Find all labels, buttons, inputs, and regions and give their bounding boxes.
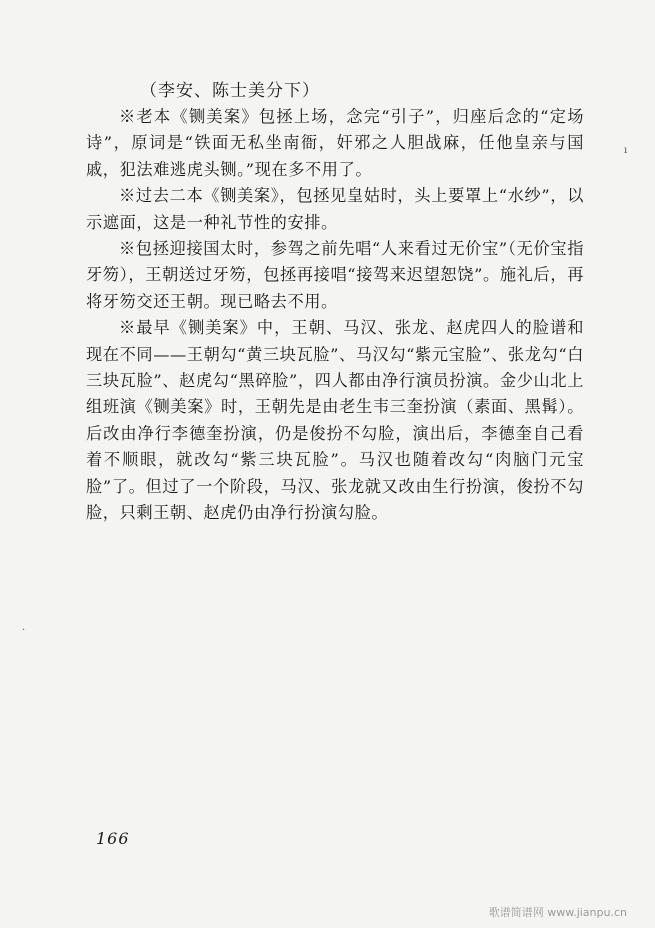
paragraph-opening-poem: ※老本《铡美案》包拯上场，念完“引子”，归座后念的“定场诗”，原词是“铁面无私坐南衙，奸邪之人胆战麻，任他皇亲与国戚，犯法难逃虎头铡。”现在多不用了。 <box>86 107 584 179</box>
margin-speck: ı <box>624 145 628 156</box>
stage-direction: （李安、陈士美分下） <box>140 81 320 101</box>
watermark: 歌谱简谱网 www.jianpu.cn <box>488 906 627 919</box>
body-text <box>86 104 584 527</box>
page-number: 166 <box>96 829 130 848</box>
paragraph-face-paint: ※最早《铡美案》中，王朝、马汉、张龙、赵虎四人的脸谱和现在不同——王朝勾“黄三块瓦脸”、马汉勾“紫元宝脸”、张龙勾“白三块瓦脸”、赵虎勾“黑碎脸”，四人都由净行演员扮演。金少山北上组班演《铡美案》时，王朝先是由老生韦三奎扮演（素面、黑髯）。后改由净行李德奎扮演，仍是俊扮不勾脸，演出后，李德奎自己看着不顺眼，就改勾“紫三块瓦脸”。马汉也随着改勾“肉脑门元宝脸”了。但过了一个阶段，马汉、张龙就又改由生行扮演，俊扮不勾脸，只剩王朝、赵虎仍由净行扮演勾脸。 <box>86 318 584 523</box>
paragraph-water-veil: ※过去二本《铡美案》，包拯见皇姑时，头上要罩上“水纱”，以示遮面，这是一种礼节性的安排。 <box>86 186 584 232</box>
margin-speck: · <box>22 625 26 636</box>
paragraph-ivory-tablet: ※包拯迎接国太时，参驾之前先唱“人来看过无价宝”（无价宝指牙笏），王朝送过牙笏，包拯再接唱“接驾来迟望恕饶”。施礼后，再将牙笏交还王朝。现已略去不用。 <box>86 239 584 311</box>
